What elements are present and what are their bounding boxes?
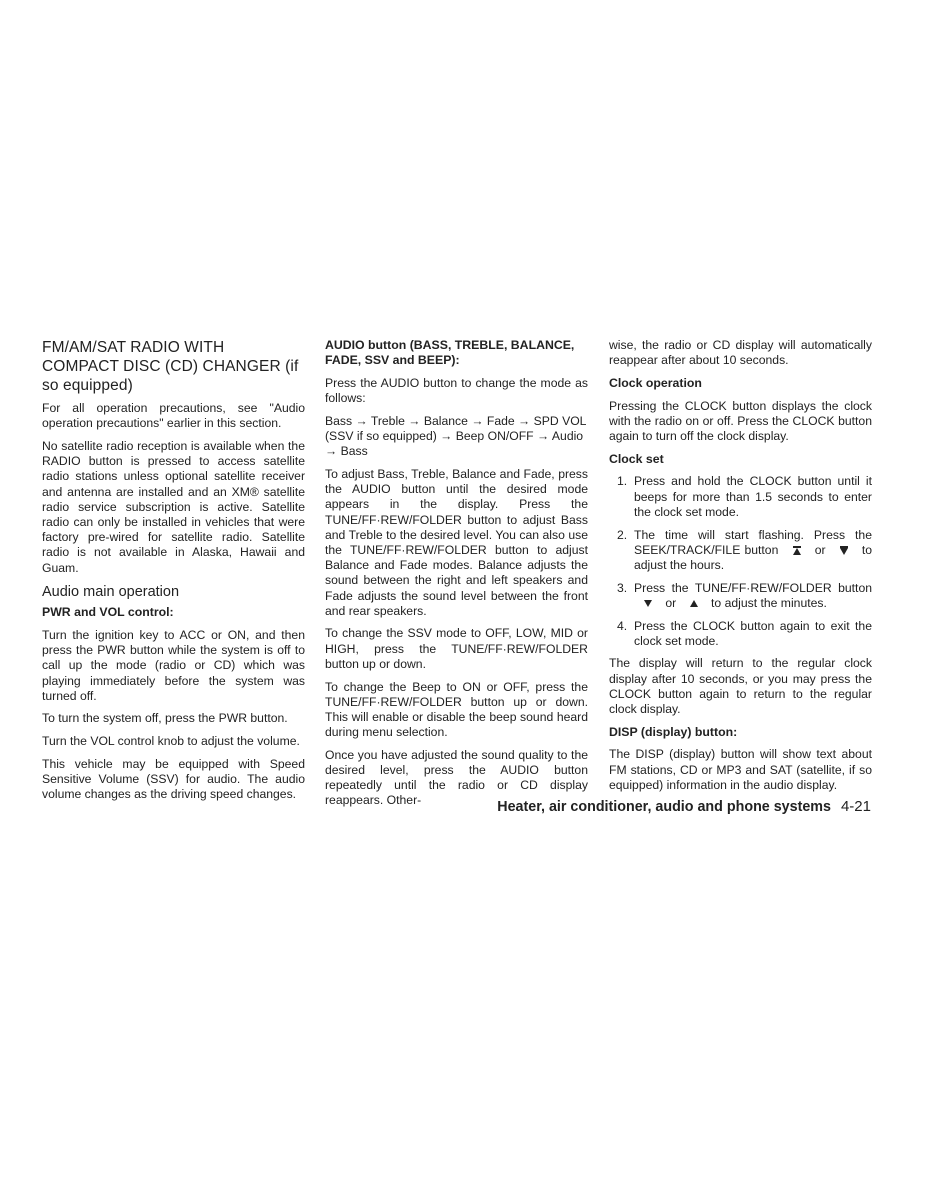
- paragraph: Pressing the CLOCK button displays the clock with the radio on or off. Press the CLOCK button again to turn off the clock display.: [609, 398, 872, 444]
- list-item: [609, 474, 872, 520]
- step-text: The time will start flashing. Press the SEEK/TRACK/FILE button: [634, 527, 872, 557]
- step-text: Press and hold the CLOCK button until it beeps for more than 1.5 seconds to enter the clock set mode.: [634, 474, 872, 519]
- step-number: 1.: [617, 474, 628, 489]
- paragraph: Turn the ignition key to ACC or ON, and then press the PWR button while the system is off to call up the mode (radio or CD) which was playing immediately before the system was turned off.: [42, 627, 305, 703]
- paragraph: Once you have adjusted the sound quality to the desired level, press the AUDIO button repeatedly until the radio or CD display reappears. Other-: [325, 747, 588, 808]
- section-name: Heater, air conditioner, audio and phone systems: [497, 799, 831, 815]
- column-2: [325, 338, 588, 816]
- heading-clock-set: Clock set: [609, 451, 664, 466]
- step-number: 2.: [617, 527, 628, 542]
- paragraph: No satellite radio reception is available when the RADIO button is pressed to access satellite radio stations unless optional satellite receiver and antenna are installed and an XM® satellite radio service subscription is active. Satellite radio can only be installed in vehicles that were factory pre-wired for satellite radio. Satellite radio is not available in Alaska, Hawaii and Guam.: [42, 438, 305, 575]
- paragraph: To change the Beep to ON or OFF, press the TUNE/FF·REW/FOLDER button up or down. This will enable or disable the beep sound heard during menu selection.: [325, 679, 588, 740]
- or-text: or: [665, 595, 677, 610]
- step-number: 4.: [617, 618, 628, 633]
- paragraph: Turn the VOL control knob to adjust the volume.: [42, 734, 300, 749]
- paragraph: This vehicle may be equipped with Speed Sensitive Volume (SSV) for audio. The audio volume changes as the driving speed changes.: [42, 756, 305, 802]
- mode-sequence: Bass → Treble → Balance → Fade → SPD VOL (SSV if so equipped) → Beep ON/OFF → Audio → Bass: [325, 413, 587, 459]
- paragraph: To change the SSV mode to OFF, LOW, MID or HIGH, press the TUNE/FF·REW/FOLDER button up or down.: [325, 626, 588, 671]
- page-number: 4-21: [840, 798, 871, 815]
- paragraph: The DISP (display) button will show text about FM stations, CD or MP3 and SAT (satellite, if so equipped) information in the audio display.: [609, 747, 872, 792]
- or-text: or: [814, 542, 826, 557]
- clock-set-steps: [609, 474, 872, 649]
- paragraph: To turn the system off, press the PWR button.: [42, 711, 288, 726]
- list-item: [609, 581, 872, 611]
- section-title: FM/AM/SAT RADIO WITH COMPACT DISC (CD) CHANGER (if so equipped): [42, 339, 299, 394]
- paragraph: For all operation precautions, see "Audio operation precautions" earlier in this section.: [42, 401, 305, 431]
- column-3: [609, 338, 872, 801]
- paragraph: wise, the radio or CD display will automatically reappear after about 10 seconds.: [609, 338, 872, 368]
- step-text: to adjust the minutes.: [711, 595, 827, 610]
- paragraph: To adjust Bass, Treble, Balance and Fade, press the AUDIO button until the desired mode appears in the display. Press the TUNE/FF·REW/FOLDER button to adjust Bass and Treble to the desired level. You can also use the TUNE/FF·REW/FOLDER button to adjust Balance and Fade modes. Balance adjusts the sound between the right and left speakers and Fade adjusts the sound level between the front and rear speakers.: [325, 466, 588, 618]
- paragraph: Press the AUDIO button to change the mode as follows:: [325, 375, 588, 406]
- seek-up-icon: [793, 546, 801, 555]
- page-footer: [497, 798, 871, 815]
- seek-down-icon: [840, 546, 848, 555]
- heading-disp-button: DISP (display) button:: [609, 724, 738, 739]
- list-item: [609, 619, 872, 649]
- step-text: to adjust the hours.: [634, 542, 873, 572]
- heading-audio-button: AUDIO button (BASS, TREBLE, BALANCE, FADE, SSV and BEEP):: [325, 338, 575, 368]
- heading-clock-operation: Clock operation: [609, 375, 702, 390]
- step-number: 3.: [617, 580, 628, 595]
- step-text: Press the TUNE/FF·REW/FOLDER button: [634, 580, 872, 595]
- column-1: [42, 338, 305, 810]
- heading-pwr-vol: PWR and VOL control:: [42, 605, 174, 620]
- arrow-down-icon: [644, 600, 652, 607]
- arrow-up-icon: [690, 600, 698, 607]
- step-text: Press the CLOCK button again to exit the clock set mode.: [634, 618, 872, 648]
- paragraph: The display will return to the regular clock display after 10 seconds, or you may press the CLOCK button again to return to the regular clock display.: [609, 656, 872, 717]
- subsection-title: Audio main operation: [42, 584, 180, 601]
- list-item: [609, 528, 872, 574]
